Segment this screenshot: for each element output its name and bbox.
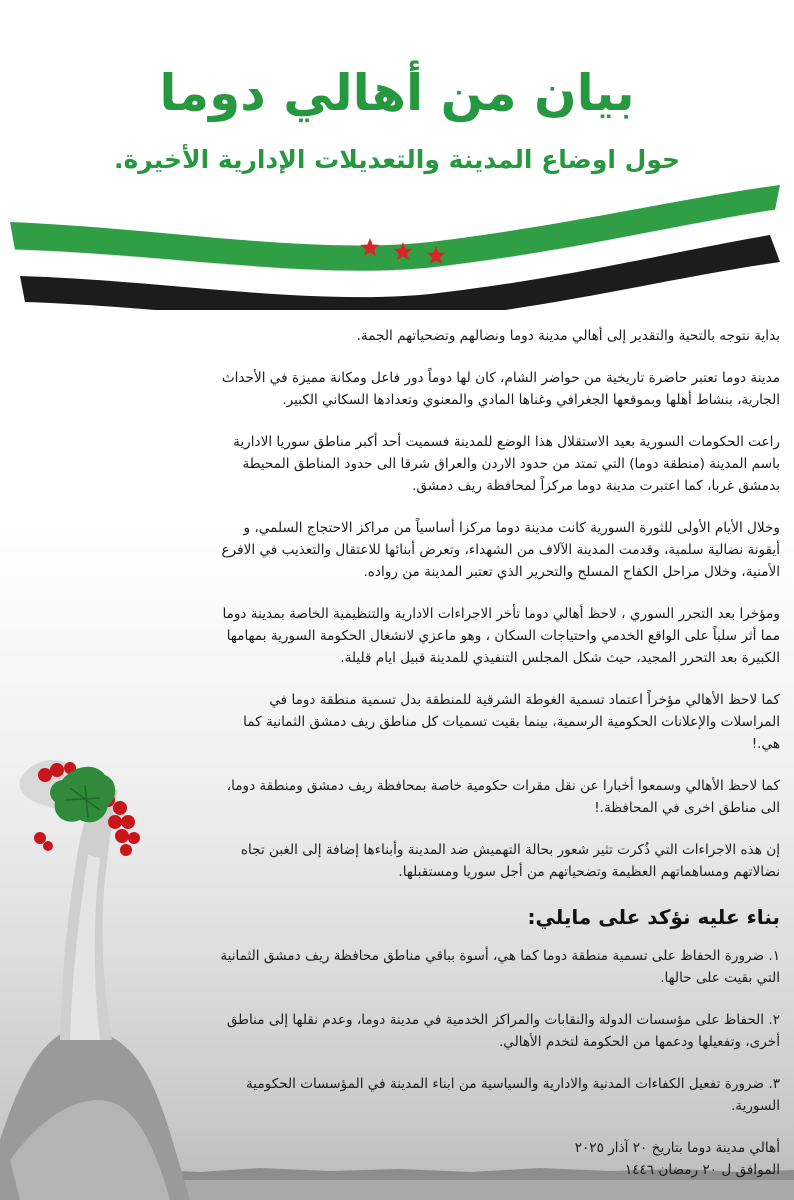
conclusion-heading: بناء عليه نؤكد على مايلي: (527, 905, 780, 929)
signature-block (215, 1137, 780, 1181)
paragraph-revolution: وخلال الأيام الأولى للثورة السورية كانت مدينة دوما مركزا أساسياً من مراكز الاحتجاج السلمي، و أيقونة نضالية سلمية، وقدمت المدينة الآلاف من الشهداء، وتعرض أبنائها للاعتقال والتعذيب في الافرع الأمنية، وخلال مراحل الكفاح المسلح والتحرير الذي تعتبر المدينة من رواده. (221, 520, 780, 580)
syrian-revolution-flag-banner (10, 180, 780, 310)
demand-item: ٣. ضرورة تفعيل الكفاءات المدنية والادارية والسياسية من ابناء المدينة في المؤسسات الحكومية السورية. (246, 1076, 780, 1114)
signature-line: أهالي مدينة دوما بتاريخ ٢٠ آذار ٢٠٢٥ (574, 1140, 780, 1156)
grape-hand-monument-image (0, 740, 190, 1200)
demand-item: ٢. الحفاظ على مؤسسات الدولة والنقابات والمراكز الخدمية في مدينة دوما، وعدم نقلها إلى مناطق أخرى، وتفعيلها ودعمها من الحكومة لتخدم الأهالي. (226, 1012, 780, 1050)
paragraph-relocation: كما لاحظ الأهالي وسمعوا أخبارا عن نقل مقرات حكومية خاصة بمحافظة ريف دمشق ومنطقة دوما، الى مناطق اخرى في المحافظة.! (226, 778, 780, 816)
paragraph-administrative: راعت الحكومات السورية بعيد الاستقلال هذا الوضع للمدينة فسميت أحد أكبر مناطق سوريا الادارية باسم المدينة (منطقة دوما) التي تمتد من حدود الاردن والعراق شرقا الى حدود المناطق المحيطة بدمشق غربا، كما اعتبرت مدينة دوما مركزاً لمحافظة ريف دمشق. (233, 434, 780, 494)
page-subtitle: حول اوضاع المدينة والتعديلات الإدارية الأخيرة. (113, 145, 681, 174)
page-title: بيان من أهالي دوما (159, 64, 635, 122)
paragraph-greeting: بداية نتوجه بالتحية والتقدير إلى أهالي مدينة دوما ونضالهم وتضحياتهم الجمة. (356, 328, 780, 344)
paragraph-delays: ومؤخرا بعد التحرر السوري ، لاحظ أهالي دوما تأخر الاجراءات الادارية والتنظيمية الخاصة بمدينة دوما مما أثر سلباً على الواقع الخدمي واحتياجات السكان ، وهو ماعزي لانشغال الحكومة السورية بمهامها الكبيرة بعد التحرر المجيد، حيث شكل المجلس التنفيذي للمدينة قبيل ايام قليلة. (222, 606, 780, 666)
paragraph-marginalization: إن هذه الاجراءات التي ذُكرت تثير شعور بحالة التهميش ضد المدينة وأبناءها إضافة إلى الغبن تجاه نضالاتهم ومساهماتهم العظيمة وتضحياتهم من أجل سوريا ومستقبلها. (240, 842, 780, 880)
signature-date-line: الموافق ل ٢٠ رمضان ١٤٤٦ (624, 1162, 780, 1178)
paragraph-naming: كما لاحظ الأهالي مؤخراً اعتماد تسمية الغوطة الشرقية للمنطقة بدل تسمية منطقة دوما في المراسلات والإعلانات الحكومية الرسمية، بينما بقيت تسميات كل مناطق ريف دمشق الثمانية كما هي.! (243, 692, 780, 752)
paragraph-history: مدينة دوما تعتبر حاضرة تاريخية من حواضر الشام، كان لها دوماً دور فاعل ومكانة مميزة في الأحداث الجارية، بنشاط أهلها وبموقعها الجغرافي وغناها المادي والمعنوي وتعدادها السكاني الكبير. (221, 370, 780, 408)
demand-item: ١. ضرورة الحفاظ على تسمية منطقة دوما كما هي، أسوة بباقي مناطق محافظة ريف دمشق الثمانية التي بقيت على حالها. (220, 948, 780, 986)
statement-body (215, 325, 780, 1181)
